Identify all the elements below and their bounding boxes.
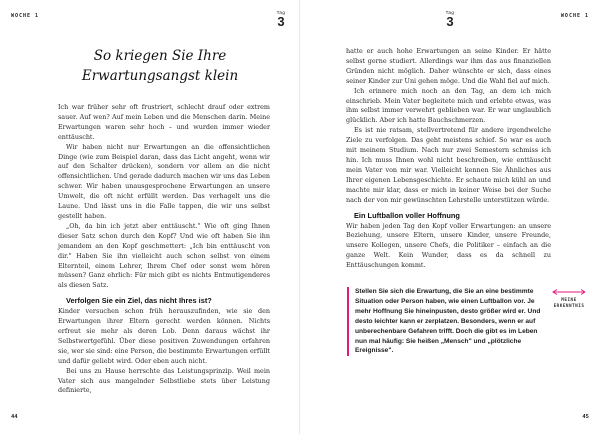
paragraph: Bei uns zu Hause herrschte das Leistungsprinzip. Weil mein Vater sich aus mangelnder Selbstliebe stets über Leistung definierte, bbox=[58, 366, 270, 395]
right-body-text bbox=[346, 47, 551, 271]
paragraph: Es ist nie ratsam, stellvertretend für andere irgendwelche Ziele zu verfolgen. Das geht meistens schief. So war es auch mit meinem Studium. Nach nur zwei Semestern schmiss ich hin. Ich muss Ihnen wohl nicht beschreiben, wie enttäuscht mein Vater von mir war. Vielleicht kennen Sie Ähnliches aus Ihrer eigenen Lebensgeschichte. Er schaute mich kühl an und machte mir klar, dass er mich in keiner Weise bei der Suche nach der von mir gewünschten Lehrstelle unterstützen würde. bbox=[346, 126, 551, 204]
heading-line-2: Erwartungsangst klein bbox=[81, 68, 239, 84]
insight-callout: Stellen Sie sich die Erwartung, die Sie an eine bestimmte Situation oder Person haben, wie einen Luftballon vor. Je mehr Hoffnung Sie hineinpusten, desto größer wird er. Und desto leichter kann er zerplatzen. Besonders, wenn er auf unberechenbare Gefahren trifft. Doch die gibt es im Leben nun mal häufig: Sie heißen „Mensch" und „plötzliche Ereignisse". bbox=[347, 287, 545, 356]
day-number: 3 bbox=[277, 14, 285, 29]
arrow-left-icon bbox=[550, 289, 588, 295]
insight-label bbox=[544, 289, 594, 310]
paragraph: „Oh, da bin ich jetzt aber enttäuscht." Wie oft ging Ihnen dieser Satz schon durch den Kopf? Und wie oft haben Sie ihn jemandem an den Kopf geschmettert: „Ich bin enttäuscht von dir." Haben Sie ihn vielleicht auch schon selbst von einem Elternteil, einem Lehrer, Ihrem Chef oder sonst wem hören müssen? Ganz ehrlich: Für mich gibt es nichts Entmutigenderes als diesen Satz. bbox=[58, 221, 270, 290]
chapter-heading bbox=[60, 46, 260, 86]
insight-label-line-2: ERKENNTNIS bbox=[553, 304, 585, 309]
day-marker bbox=[442, 10, 458, 28]
heading-line-1: So kriegen Sie Ihre bbox=[93, 48, 227, 64]
week-label: WOCHE 1 bbox=[11, 13, 40, 19]
paragraph: hatte er auch hohe Erwartungen an seine Kinder. Er hätte selbst gerne studiert. Allerdings war ihm das aus finanziellen Gründen nicht möglich. Daher wünschte er sich, dass eines seiner Kinder zur Uni gehen möge. Und die Wahl fiel auf mich. bbox=[346, 47, 551, 85]
paragraph: Wir haben jeden Tag den Kopf voller Erwartungen: an unsere Beziehung, unsere Eltern, unsere Kinder, unsere Freunde, unsere Kollegen, unsere Chefs, die Politiker – einfach an die ganze Welt. Kein Wunder, dass es da schnell zu Enttäuschungen kommt. bbox=[346, 221, 551, 270]
paragraph: Kinder versuchen schon früh herauszufinden, wie sie den Erwartungen ihrer Eltern gerecht werden können. Nichts erfreut sie mehr als deren Lob. Denn daraus wächst ihr Selbstwertgefühl. Über diese positiven Zuwendungen erfahren sie, wer sie sind: eine Person, die bestimmte Erwartungen erfüllt und dafür geliebt wird. Oder eben auch nicht. bbox=[58, 307, 270, 365]
paragraph: Ich war früher sehr oft frustriert, schlecht drauf oder extrem sauer. Auf wen? Auf mein Leben und die Menschen darin. Meine Erwartungen waren sehr hoch – und wurden immer wieder enttäuscht. bbox=[58, 103, 270, 141]
day-marker bbox=[273, 10, 289, 28]
day-label: Tag bbox=[445, 10, 455, 15]
page-number: 45 bbox=[582, 414, 589, 420]
subheading: Ein Luftballon voller Hoffnung bbox=[354, 210, 460, 220]
left-body-text bbox=[58, 103, 270, 396]
paragraph: Ich erinnere mich noch an den Tag, an dem ich mich einschrieb. Mein Vater begleitete mich und erlebte etwas, was ihm selbst immer verwehrt geblieben war. Er war unglaublich glücklich. Aber ich hatte Bauchschmerzen. bbox=[346, 86, 551, 125]
week-label: WOCHE 1 bbox=[560, 13, 589, 19]
day-label: Tag bbox=[276, 10, 286, 15]
right-page bbox=[300, 0, 600, 434]
page-number: 44 bbox=[11, 414, 18, 420]
insight-label-line-1: MEINE bbox=[561, 298, 577, 303]
paragraph: Wir haben nicht nur Erwartungen an die offensichtlichen Dinge (wie zum Beispiel daran, dass das Licht angeht, wenn wir auf den Schalter drücken), sondern vor allem an die nicht offensichtlichen. Und gerade dadurch machen wir uns das Leben schwer. Wir haben unausgesprochene Erwartungen an unsere Umwelt, die oft nicht erfüllt werden. Das verhagelt uns die Laune. Und lässt uns in die Falle tappen, die wir uns selbst gestellt haben. bbox=[58, 142, 270, 220]
subheading: Verfolgen Sie ein Ziel, das nicht Ihres ist? bbox=[66, 296, 212, 306]
day-number: 3 bbox=[446, 14, 454, 29]
